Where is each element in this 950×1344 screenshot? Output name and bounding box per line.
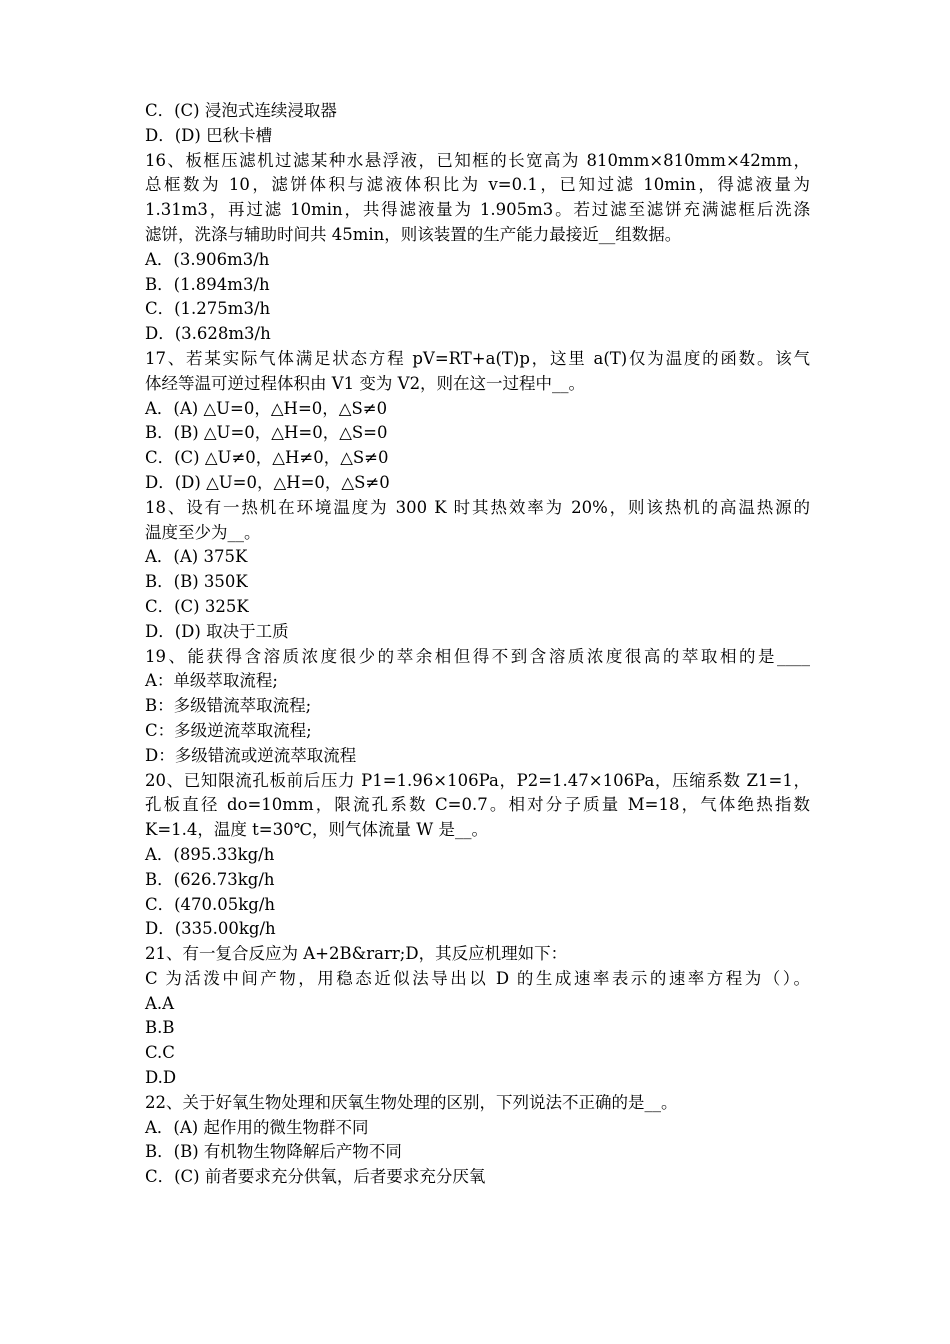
text-line: C．(C) △U≠0，△H≠0，△S≠0: [145, 448, 389, 468]
text-line: A．(895.33kg/h: [145, 844, 275, 864]
text-line: C．(470.05kg/h: [145, 894, 276, 914]
text-line: 总框数为 10，滤饼体积与滤液体积比为 v=0.1，已知过滤 10min，得滤液量为: [145, 175, 810, 195]
text-line: B．(1.894m3/h: [145, 274, 270, 294]
text-line: C：多级逆流萃取流程;: [145, 720, 312, 740]
text-line: C．(C) 浸泡式连续浸取器: [145, 101, 337, 120]
text-line: 16、板框压滤机过滤某种水悬浮液，已知框的长宽高为 810mm×810mm×42mm，: [145, 150, 810, 170]
text-line: A.A: [145, 993, 175, 1013]
text-line: A．(A) 375K: [145, 547, 248, 567]
text-line: 19、能获得含溶质浓度很少的萃余相但得不到含溶质浓度很高的萃取相的是____: [145, 646, 810, 666]
text-line: 体经等温可逆过程体积由 V1 变为 V2，则在这一过程中__。: [145, 373, 586, 393]
text-line: B．(626.73kg/h: [145, 869, 275, 889]
text-line: 18、设有一热机在环境温度为 300 K 时其热效率为 20%，则该热机的高温热源的: [145, 497, 810, 517]
text-line: D．(D) 巴秋卡槽: [145, 125, 273, 145]
text-line: K=1.4，温度 t=30℃，则气体流量 W 是__。: [145, 820, 488, 840]
text-line: B．(B) 350K: [145, 572, 248, 592]
text-line: 滤饼，洗涤与辅助时间共 45min，则该装置的生产能力最接近__组数据。: [145, 224, 682, 244]
text-line: D.D: [145, 1068, 177, 1088]
text-line: A．(A) △U=0，△H=0，△S≠0: [145, 398, 388, 418]
text-line: C．(1.275m3/h: [145, 299, 271, 319]
text-line: A：单级萃取流程;: [145, 671, 278, 691]
text-line: A．(A) 起作用的微生物群不同: [145, 1117, 369, 1137]
text-line: D．(D) 取决于工质: [145, 621, 289, 641]
text-line: C．(C) 前者要求充分供氧，后者要求充分厌氧: [145, 1167, 486, 1187]
text-line: D：多级错流或逆流萃取流程: [145, 745, 357, 765]
text-line: C.C: [145, 1043, 175, 1063]
text-line: B．(B) △U=0，△H=0，△S=0: [145, 423, 388, 443]
document-body: [145, 99, 810, 1190]
text-line: 孔板直径 do=10mm，限流孔系数 C=0.7。相对分子质量 M=18，气体绝热指数: [145, 795, 810, 815]
text-line: B：多级错流萃取流程;: [145, 696, 312, 716]
text-line: 1.31m3，再过滤 10min，共得滤液量为 1.905m3。若过滤至滤饼充满滤框后洗涤: [145, 200, 810, 220]
text-line: D．(3.628m3/h: [145, 324, 271, 344]
text-line: 21、有一复合反应为 A+2B&rarr;D，其反应机理如下：: [145, 944, 568, 964]
text-line: 20、已知限流孔板前后压力 P1=1.96×106Pa，P2=1.47×106Pa，压缩系数 Z1=1，: [145, 770, 810, 790]
text-line: B．(B) 有机物生物降解后产物不同: [145, 1142, 402, 1162]
text-line: C 为活泼中间产物，用稳态近似法导出以 D 的生成速率表示的速率方程为（）。: [145, 968, 810, 988]
text-line: D．(D) △U=0，△H=0，△S≠0: [145, 472, 390, 492]
text-line: B.B: [145, 1018, 175, 1038]
text-line: 17、若某实际气体满足状态方程 pV=RT+a(T)p，这里 a(T)仅为温度的函数。该气: [145, 348, 810, 368]
text-line: A．(3.906m3/h: [145, 249, 270, 269]
text-line: C．(C) 325K: [145, 596, 249, 616]
text-line: D．(335.00kg/h: [145, 919, 276, 939]
text-line: 温度至少为__。: [145, 522, 261, 542]
text-line: 22、关于好氧生物处理和厌氧生物处理的区别，下列说法不正确的是__。: [145, 1092, 678, 1112]
